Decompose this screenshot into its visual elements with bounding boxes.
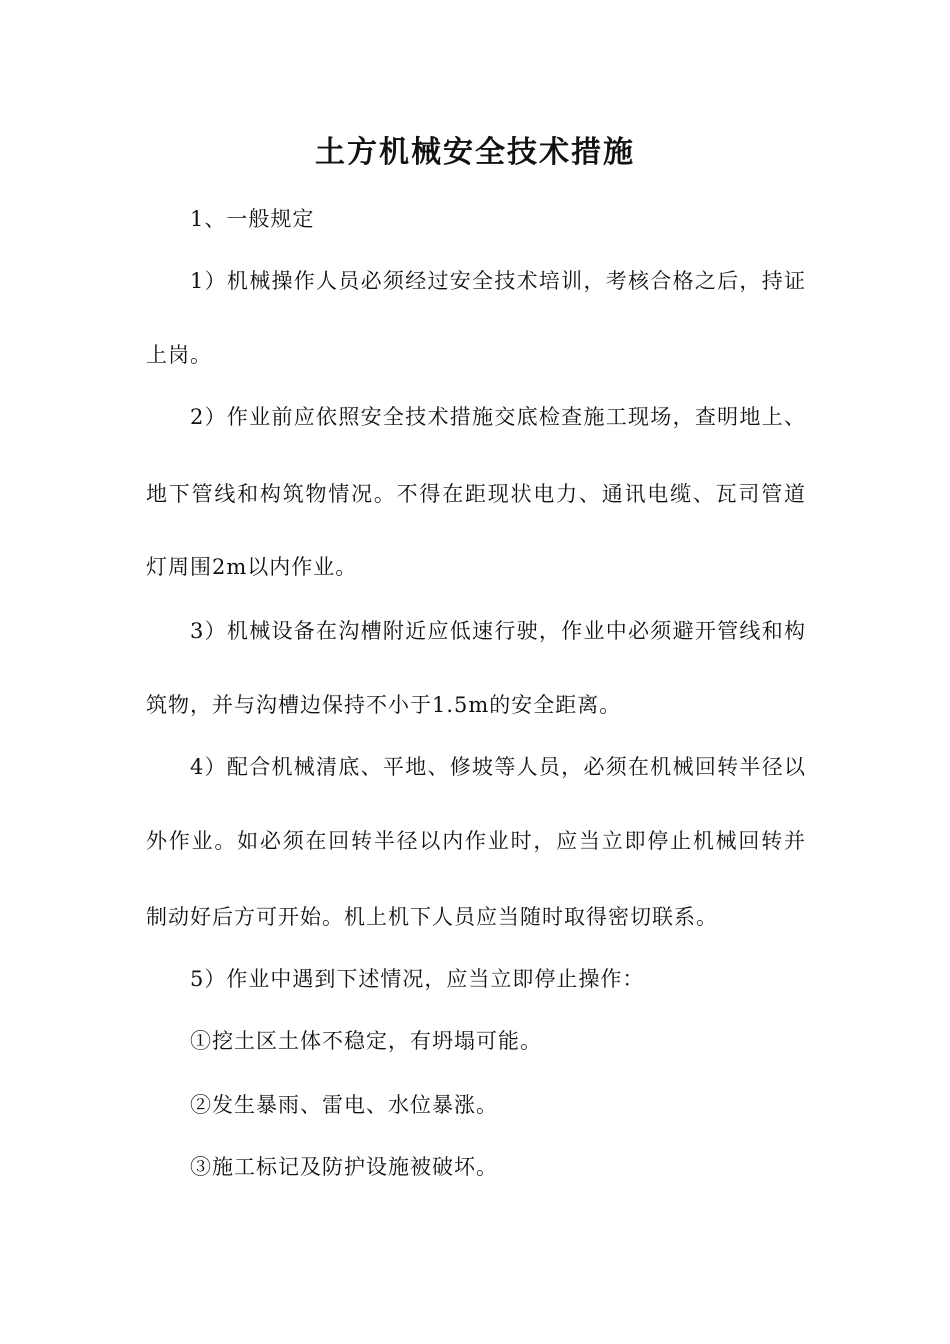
paragraph-line: 5）作业中遇到下述情况，应当立即停止操作： xyxy=(190,967,645,991)
list-item: ①挖土区土体不稳定，有坍塌可能。 xyxy=(190,1029,542,1053)
paragraph-line: 3）机械设备在沟槽附近应低速行驶，作业中必须避开管线和构 xyxy=(190,619,806,643)
section-heading: 1、一般规定 xyxy=(190,207,315,231)
list-item: ②发生暴雨、雷电、水位暴涨。 xyxy=(190,1093,498,1117)
paragraph-line: 灯周围2m以内作业。 xyxy=(146,555,358,579)
paragraph-line: 2）作业前应依照安全技术措施交底检查施工现场，查明地上、 xyxy=(190,405,806,429)
paragraph-line: 1）机械操作人员必须经过安全技术培训，考核合格之后，持证 xyxy=(190,269,806,293)
list-item: ③施工标记及防护设施被破坏。 xyxy=(190,1155,498,1179)
document-title: 土方机械安全技术措施 xyxy=(315,135,635,170)
paragraph-line: 制动好后方可开始。机上机下人员应当随时取得密切联系。 xyxy=(146,905,718,929)
paragraph-line: 4）配合机械清底、平地、修坡等人员，必须在机械回转半径以 xyxy=(190,755,806,779)
paragraph-line: 地下管线和构筑物情况。不得在距现状电力、通讯电缆、瓦司管道 xyxy=(146,482,806,506)
paragraph-line: 筑物，并与沟槽边保持不小于1.5m的安全距离。 xyxy=(146,693,622,717)
paragraph-line: 上岗。 xyxy=(146,343,212,367)
paragraph-line: 外作业。如必须在回转半径以内作业时，应当立即停止机械回转并 xyxy=(146,829,806,853)
